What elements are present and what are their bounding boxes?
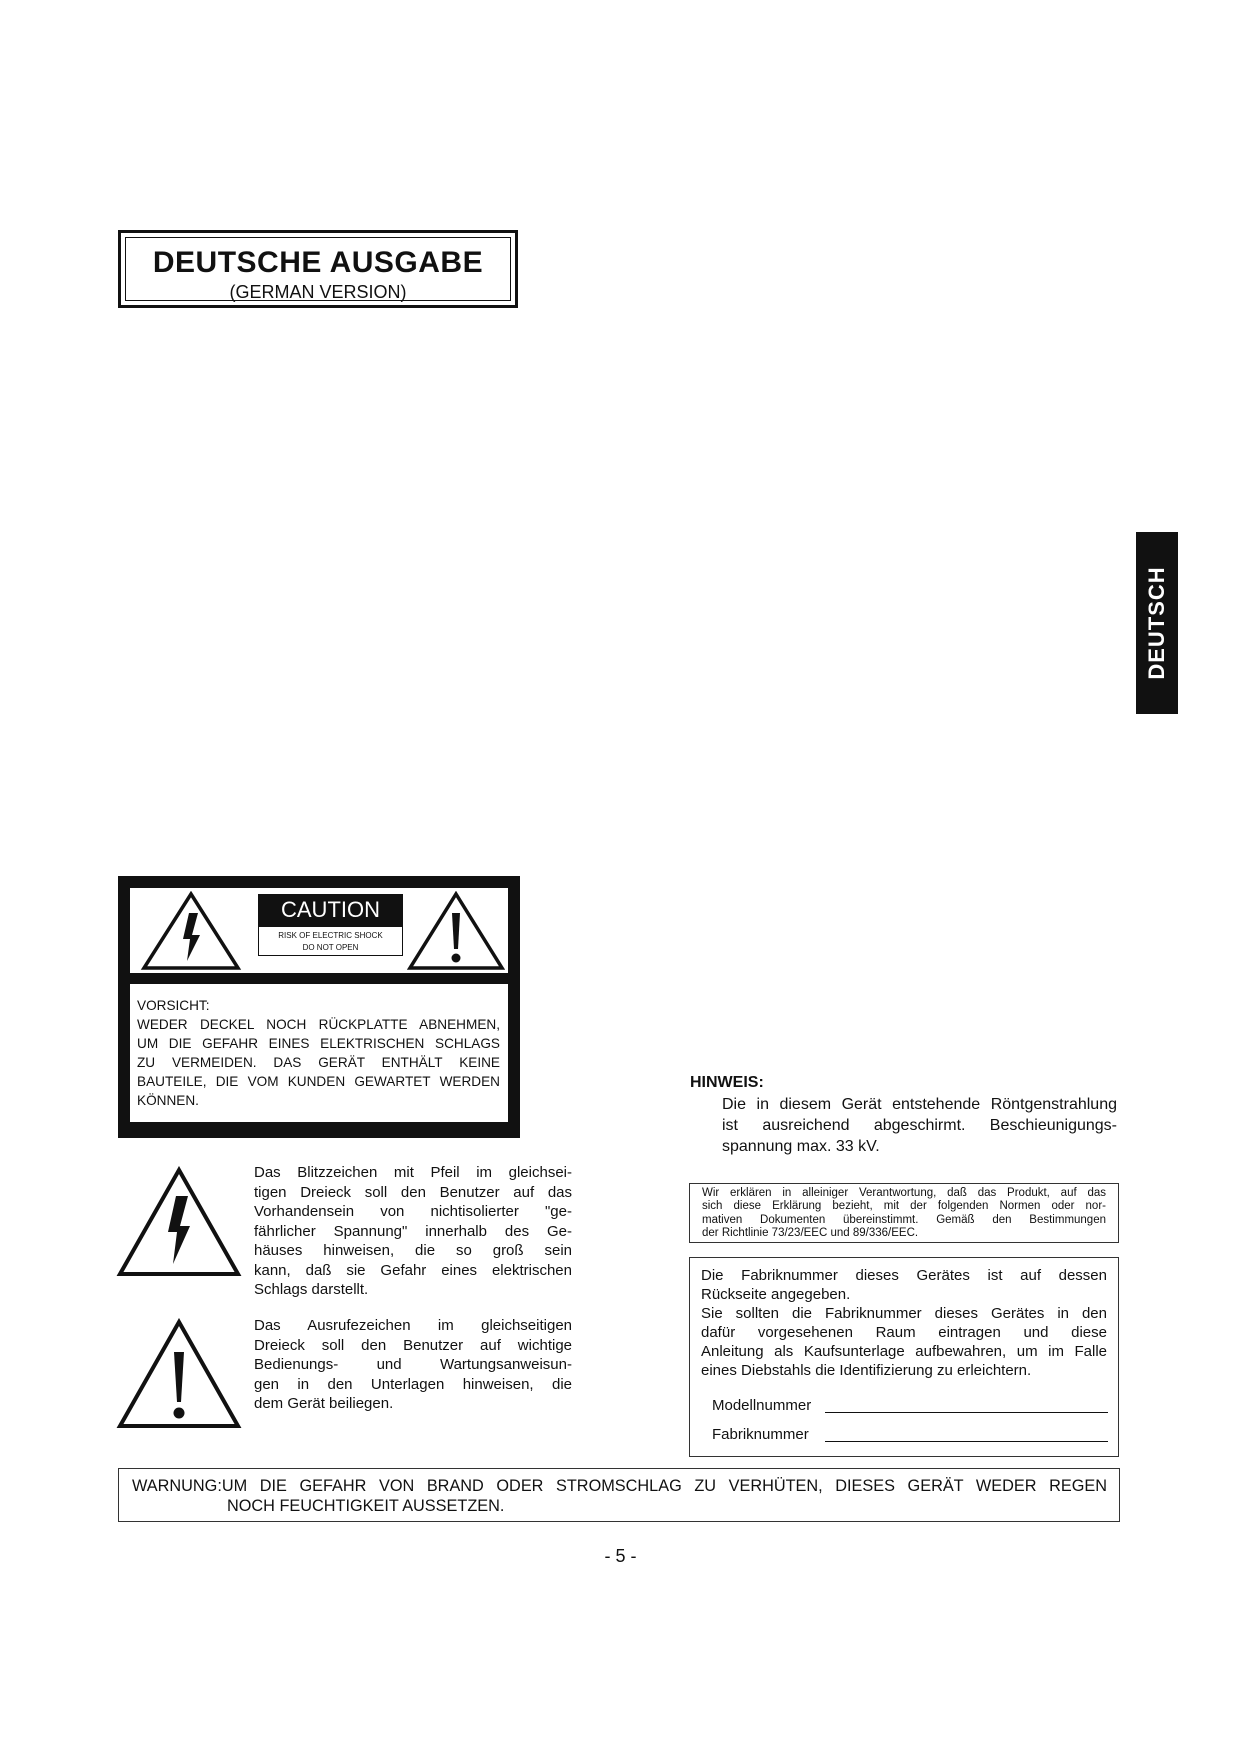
warning-box: [118, 1468, 1120, 1522]
lightning-triangle-icon: [116, 1166, 242, 1278]
vorsicht-line: ZU VERMEIDEN. DAS GERÄT ENTHÄLT KEINE: [137, 1055, 500, 1070]
exclamation-text-line: Das Ausrufezeichen im gleichseitigen: [254, 1317, 572, 1334]
vorsicht-text: [130, 984, 508, 1122]
hinweis-heading: HINWEIS:: [690, 1074, 764, 1091]
vorsicht-line: BAUTEILE, DIE VOM KUNDEN GEWARTET WERDEN: [137, 1074, 500, 1089]
exclamation-warning-icon: [407, 891, 505, 971]
model-number-field[interactable]: [825, 1398, 1108, 1413]
exclamation-text-line: Dreieck soll den Benutzer auf wichtige: [254, 1336, 572, 1354]
vorsicht-line: KÖNNEN.: [137, 1093, 199, 1108]
page-number: - 5 -: [604, 1546, 637, 1566]
lightning-warning-icon: [140, 891, 242, 971]
serial-number-label: Fabriknummer: [712, 1426, 809, 1443]
declaration-line: der Richtlinie 73/23/EEC und 89/336/EEC.: [702, 1227, 919, 1240]
language-tab: [1136, 532, 1178, 714]
exclamation-triangle-icon: [116, 1318, 242, 1430]
lightning-text-line: fährlicher Spannung" innerhalb des Ge-: [254, 1222, 572, 1240]
hinweis-line: spannung max. 33 kV.: [722, 1138, 880, 1155]
page-subtitle: (GERMAN VERSION): [229, 282, 407, 302]
exclamation-text-line: gen in den Unterlagen hinweisen, die: [254, 1375, 572, 1393]
serial-text-line: dafür vorgesehenen Raum eintragen und diese: [701, 1324, 1107, 1341]
vorsicht-line: VORSICHT:: [137, 998, 210, 1013]
warning-line: NOCH FEUCHTIGKEIT AUSSETZEN.: [227, 1497, 505, 1515]
title-box: [118, 230, 518, 308]
vorsicht-line: WEDER DECKEL NOCH RÜCKPLATTE ABNEHMEN,: [137, 1017, 500, 1032]
exclamation-explanation: [254, 1316, 572, 1414]
caution-sub-line: DO NOT OPEN: [302, 943, 359, 952]
serial-number-box: [689, 1257, 1119, 1457]
hinweis-text: [722, 1094, 1117, 1157]
serial-text-line: Rückseite angegeben.: [701, 1286, 851, 1303]
serial-number-field[interactable]: [825, 1427, 1108, 1442]
lightning-text-line: Vorhandensein von nichtisolierter "ge-: [254, 1203, 572, 1220]
vorsicht-line: UM DIE GEFAHR EINES ELEKTRISCHEN SCHLAGS: [137, 1036, 500, 1051]
hinweis-line: ist ausreichend abgeschirmt. Beschieunigungs-: [722, 1117, 1117, 1134]
lightning-text-line: häuses hinweisen, die so groß sein: [254, 1242, 572, 1259]
lightning-text-line: Das Blitzzeichen mit Pfeil im gleichsei-: [254, 1164, 572, 1181]
serial-text-line: Anleitung als Kaufsunterlage aufbewahren, um im Falle: [701, 1343, 1107, 1360]
caution-sublabel: [258, 926, 403, 956]
serial-number-row: [712, 1425, 809, 1444]
model-number-label: Modellnummer: [712, 1397, 812, 1414]
serial-text-line: Sie sollten die Fabriknummer dieses Gerätes in den: [701, 1305, 1107, 1322]
caution-panel: [118, 876, 520, 1138]
language-tab-label: DEUTSCH: [1144, 566, 1169, 680]
lightning-text-line: tigen Dreieck soll den Benutzer auf das: [254, 1183, 572, 1201]
exclamation-text-line: Bedienungs- und Wartungsanweisun-: [254, 1356, 572, 1373]
serial-text-line: eines Diebstahls die Identifizierung zu erleichtern.: [701, 1362, 1032, 1379]
declaration-line: mativen Dokumenten übereinstimmt. Gemäß den Bestimmungen: [702, 1213, 1106, 1226]
declaration-line: Wir erklären in alleiniger Verantwortung, daß das Produkt, auf das: [702, 1187, 1106, 1199]
lightning-text-line: Schlags darstellt.: [254, 1281, 369, 1298]
warning-line: WARNUNG:UM DIE GEFAHR VON BRAND ODER STROMSCHLAG ZU VERHÜTEN, DIESES GERÄT WEDER REGEN: [132, 1477, 1107, 1495]
lightning-text-line: kann, daß sie Gefahr eines elektrischen: [254, 1261, 572, 1279]
caution-sub-line: RISK OF ELECTRIC SHOCK: [278, 931, 383, 940]
page-title: DEUTSCHE AUSGABE: [152, 246, 484, 279]
lightning-explanation: [254, 1163, 572, 1300]
caution-label: CAUTION: [258, 894, 403, 926]
model-number-row: [712, 1396, 811, 1415]
caution-header: [130, 888, 508, 973]
hinweis-line: Die in diesem Gerät entstehende Röntgenstrahlung: [722, 1096, 1117, 1113]
declaration-line: sich diese Erklärung bezieht, mit der folgenden Normen oder nor-: [702, 1200, 1106, 1213]
exclamation-text-line: dem Gerät beiliegen.: [254, 1395, 394, 1412]
conformity-declaration: [689, 1183, 1119, 1243]
serial-text-line: Die Fabriknummer dieses Gerätes ist auf dessen: [701, 1267, 1107, 1284]
